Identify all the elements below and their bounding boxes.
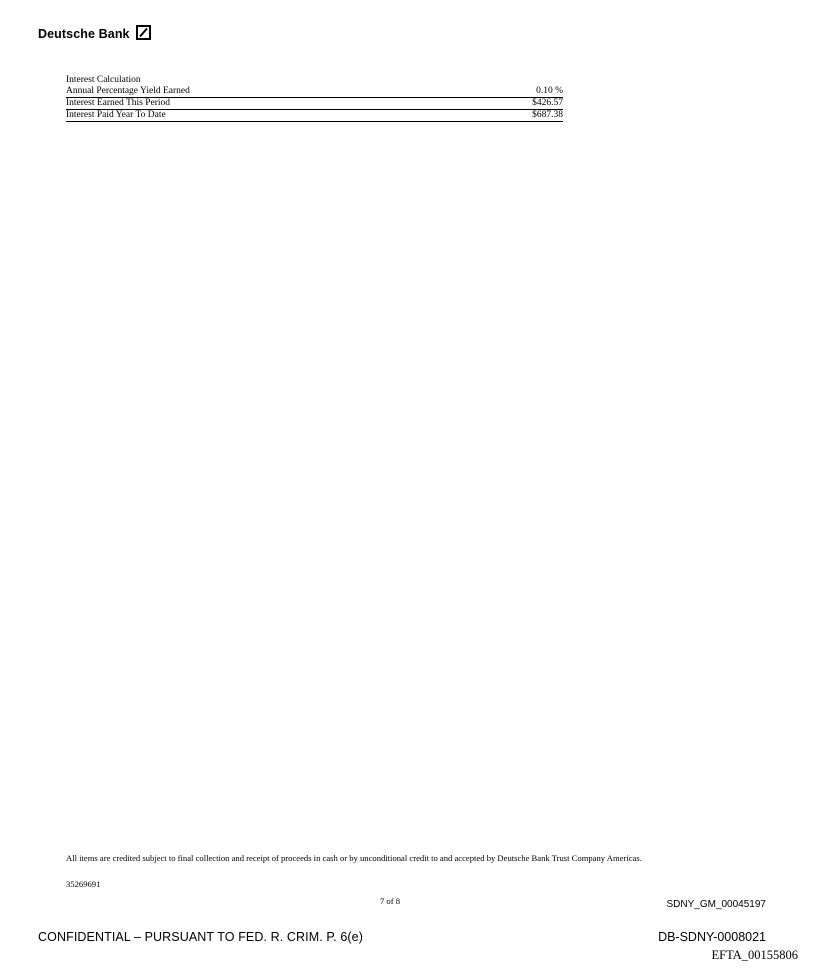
confidential-notice: CONFIDENTIAL – PURSUANT TO FED. R. CRIM. P. 6(e) [38, 930, 363, 944]
row-label: Annual Percentage Yield Earned [66, 86, 190, 96]
row-value: 0.10 % [536, 86, 563, 96]
row-label: Interest Paid Year To Date [66, 110, 166, 120]
credit-disclaimer: All items are credited subject to final collection and receipt of proceeds in cash or by unconditional credit to and accepted by Deutsche Bank Trust Company Americas. [66, 853, 642, 863]
bank-logo [38, 26, 151, 41]
interest-calculation-title: Interest Calculation [66, 75, 141, 85]
row-value: $687.38 [532, 110, 563, 120]
row-value: $426.57 [532, 98, 563, 108]
bates-number-sdny: SDNY_GM_00045197 [666, 899, 766, 910]
table-row-interest-ytd [66, 110, 563, 122]
deutsche-bank-slash-square-icon [136, 25, 151, 40]
row-label: Interest Earned This Period [66, 98, 171, 108]
bank-name: Deutsche Bank [38, 26, 130, 41]
document-number: 35269691 [66, 879, 101, 889]
bates-number-db: DB-SDNY-0008021 [658, 930, 766, 944]
page-number: 7 of 8 [379, 896, 401, 906]
table-row-interest-earned [66, 98, 563, 110]
table-row-apy [66, 86, 563, 98]
bates-number-efta: EFTA_00155806 [711, 948, 798, 962]
interest-calculation-table [66, 74, 563, 122]
